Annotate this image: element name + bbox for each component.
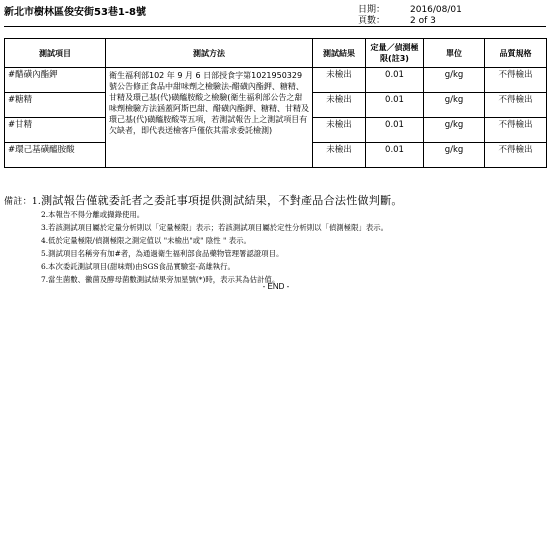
remark-item: 5.測試項目名稱旁有加#者，為通過衛生福利部食品藥物管理署認證項目。 (41, 249, 284, 258)
col-header-unit: 單位 (424, 39, 485, 68)
col-header-test-item: 測試項目 (5, 39, 106, 68)
test-result: 未檢出 (313, 143, 366, 168)
date-value: 2016/08/01 (410, 5, 462, 15)
page-label: 頁數： (358, 16, 386, 26)
header-rule (4, 26, 546, 27)
end-marker: - END - (262, 282, 290, 291)
remark-item: 6.本次委託測試項目(甜味劑)由SGS食品實驗室-高雄執行。 (41, 262, 235, 271)
page-value: 2 of 3 (410, 16, 436, 26)
test-results-table (4, 38, 547, 168)
col-header-test-method: 測試方法 (106, 39, 313, 68)
date-label: 日期： (358, 5, 386, 15)
test-method (106, 68, 313, 168)
col-header-limit: 定量／偵測極限(註3) (366, 39, 424, 68)
table-row (5, 68, 547, 93)
test-limit: 0.01 (366, 93, 424, 118)
test-unit: g/kg (424, 143, 485, 168)
lab-address: 新北市樹林區俊安街53巷1-8號 (4, 7, 146, 18)
test-item: #環己基磺醯胺酸 (5, 143, 106, 168)
test-spec: 不得檢出 (485, 118, 547, 143)
page-number (358, 13, 436, 26)
test-method-text: 衛生福利部102 年 9 月 6 日部授食字第1021950329號公告修正食品中甜味劑之檢驗法-醋磺內酯鉀、糖精、甘精及環己基(代)磺醯胺酸之檢驗(衛生福利部公告之甜味劑檢驗方法涵蓋阿斯巴甜、醋磺內酯鉀、糖精、甘精及環己基(代)磺醯胺酸等五項，若測試報告上之測試項目有欠缺者，即代表送檢客戶僅依其需求委託檢測) (109, 71, 309, 135)
test-unit: g/kg (424, 68, 485, 93)
remark-item: 7.當生菌數、黴菌及酵母菌數測試結果旁加星號(*)時，表示其為估計值。 (41, 275, 280, 284)
test-unit: g/kg (424, 93, 485, 118)
test-item: #糖精 (5, 93, 106, 118)
remarks-section (4, 192, 548, 286)
col-header-spec: 品質規格 (485, 39, 547, 68)
test-limit: 0.01 (366, 143, 424, 168)
test-spec: 不得檢出 (485, 143, 547, 168)
remark-item: 3.若該測試項目屬於定量分析則以「定量極限」表示；若該測試項目屬於定性分析則以「偵測極限」表示。 (41, 223, 389, 232)
remark-item: 2.本報告不得分離或擷錄使用。 (41, 210, 145, 219)
test-result: 未檢出 (313, 68, 366, 93)
remark-lead: 備註：1. (4, 197, 42, 207)
remark-1-text: 測試報告僅就委託者之委託事項提供測試結果，不對產品合法性做判斷。 (41, 194, 403, 207)
test-limit: 0.01 (366, 68, 424, 93)
test-limit: 0.01 (366, 118, 424, 143)
test-unit: g/kg (424, 118, 485, 143)
test-result: 未檢出 (313, 93, 366, 118)
col-header-result: 測試結果 (313, 39, 366, 68)
test-item: #甘精 (5, 118, 106, 143)
test-result: 未檢出 (313, 118, 366, 143)
remark-1 (4, 192, 548, 208)
test-spec: 不得檢出 (485, 93, 547, 118)
test-spec: 不得檢出 (485, 68, 547, 93)
remark-item: 4.低於定量極限/偵測極限之測定值以 "未檢出"或" 陰性 " 表示。 (41, 236, 251, 245)
test-item: #醋磺內酯鉀 (5, 68, 106, 93)
table-header-row (5, 39, 547, 68)
